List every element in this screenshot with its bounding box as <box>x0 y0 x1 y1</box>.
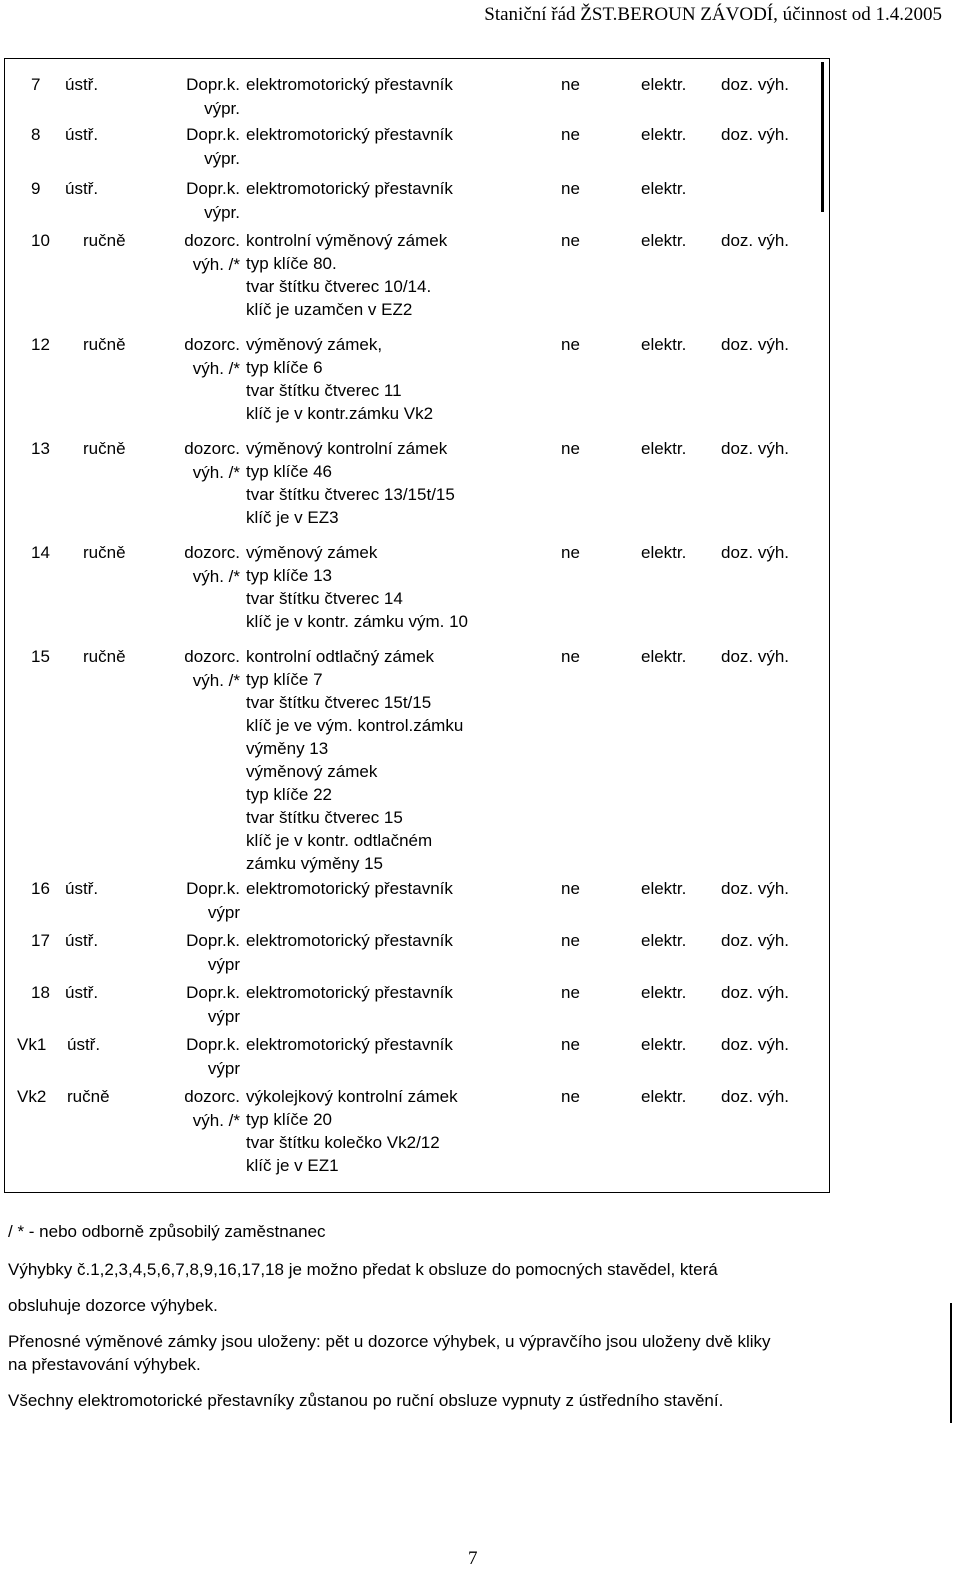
device-description: elektromotorický přestavník <box>246 931 453 950</box>
elektr-value: elektr. <box>641 1035 687 1054</box>
doz-vyh-value: doz. výh. <box>721 439 790 458</box>
operation-mode: ručně <box>83 439 126 458</box>
switch-number: 10 <box>31 231 50 250</box>
device-description: výkolejkový kontrolní zámek <box>246 1087 458 1106</box>
device-description: elektromotorický přestavník <box>246 179 453 198</box>
operator-text: Dopr.k. <box>186 983 240 1002</box>
operator-text: výh. /* <box>192 463 240 482</box>
switch-number: Vk1 <box>17 1035 47 1054</box>
operator-text: dozorc. <box>184 439 240 458</box>
device-description: klíč je ve vým. kontrol.zámku <box>246 716 464 735</box>
device-description: tvar štítku čtverec 15 <box>246 808 403 827</box>
operator-text: dozorc. <box>184 647 240 666</box>
switch-number: 12 <box>31 335 50 354</box>
ne-value: ne <box>561 1035 580 1054</box>
document-header: Staniční řád ŽST.BEROUN ZÁVODÍ, účinnost od 1.4.2005 <box>484 4 942 25</box>
device-description: typ klíče 13 <box>246 566 332 585</box>
ne-value: ne <box>561 75 580 94</box>
doz-vyh-value: doz. výh. <box>721 931 790 950</box>
device-description: zámku výměny 15 <box>246 854 383 873</box>
ne-value: ne <box>561 647 580 666</box>
operator-text: výh. /* <box>192 671 240 690</box>
device-description: tvar štítku čtverec 13/15t/15 <box>246 485 455 504</box>
operation-mode: ručně <box>83 647 126 666</box>
switch-table <box>4 58 830 1193</box>
elektr-value: elektr. <box>641 125 687 144</box>
ne-value: ne <box>561 439 580 458</box>
ne-value: ne <box>561 179 580 198</box>
operator-text: výpr <box>207 1059 240 1078</box>
elektr-value: elektr. <box>641 1087 687 1106</box>
operator-text: výh. /* <box>192 255 240 274</box>
operator-text: Dopr.k. <box>186 879 240 898</box>
operator-text: výpr <box>207 955 240 974</box>
ne-value: ne <box>561 1087 580 1106</box>
device-description: elektromotorický přestavník <box>246 125 453 144</box>
operator-text: Dopr.k. <box>186 125 240 144</box>
switch-number: 9 <box>31 179 41 198</box>
elektr-value: elektr. <box>641 879 687 898</box>
doz-vyh-value: doz. výh. <box>721 879 790 898</box>
device-description: tvar štítku čtverec 15t/15 <box>246 693 432 712</box>
device-description: klíč je v kontr. odtlačném <box>246 831 433 850</box>
operator-text: Dopr.k. <box>186 75 240 94</box>
operation-mode: ručně <box>83 231 126 250</box>
device-description: tvar štítku čtverec 10/14. <box>246 277 432 296</box>
elektr-value: elektr. <box>641 983 687 1002</box>
operation-mode: ručně <box>83 543 126 562</box>
operation-mode: ústř. <box>65 983 99 1002</box>
switch-number: 8 <box>31 125 41 144</box>
operator-text: Dopr.k. <box>186 1035 240 1054</box>
doz-vyh-value: doz. výh. <box>721 335 790 354</box>
device-description: klíč je uzamčen v EZ2 <box>246 300 413 319</box>
device-description: typ klíče 80. <box>246 254 337 273</box>
operation-mode: ústř. <box>65 179 99 198</box>
note-motors: Všechny elektromotorické přestavníky zůstanou po ruční obsluze vypnuty z ústředního stavění. <box>8 1391 724 1410</box>
doz-vyh-value: doz. výh. <box>721 647 790 666</box>
switch-number: 18 <box>31 983 50 1002</box>
elektr-value: elektr. <box>641 231 687 250</box>
ne-value: ne <box>561 879 580 898</box>
device-description: výměnový zámek <box>246 762 378 781</box>
operator-text: výpr. <box>204 149 240 168</box>
switch-number: 16 <box>31 879 50 898</box>
operator-text: výh. /* <box>192 567 240 586</box>
device-description: klíč je v kontr. zámku vým. 10 <box>246 612 469 631</box>
doz-vyh-value: doz. výh. <box>721 543 790 562</box>
elektr-value: elektr. <box>641 75 687 94</box>
elektr-value: elektr. <box>641 439 687 458</box>
doz-vyh-value: doz. výh. <box>721 1035 790 1054</box>
operation-mode: ústř. <box>65 75 99 94</box>
device-description: kontrolní odtlačný zámek <box>246 647 435 666</box>
elektr-value: elektr. <box>641 335 687 354</box>
device-description: kontrolní výměnový zámek <box>246 231 448 250</box>
device-description: typ klíče 7 <box>246 670 323 689</box>
ne-value: ne <box>561 983 580 1002</box>
operator-text: výh. /* <box>192 1111 240 1130</box>
operation-mode: ústř. <box>65 931 99 950</box>
device-description: klíč je v EZ1 <box>246 1156 339 1175</box>
switch-number: 13 <box>31 439 50 458</box>
doz-vyh-value: doz. výh. <box>721 231 790 250</box>
doz-vyh-value: doz. výh. <box>721 983 790 1002</box>
switch-number: Vk2 <box>17 1087 47 1106</box>
device-description: typ klíče 46 <box>246 462 332 481</box>
note-switches: Výhybky č.1,2,3,4,5,6,7,8,9,16,17,18 je možno předat k obsluze do pomocných stavědel, která <box>8 1260 718 1279</box>
operator-text: dozorc. <box>184 231 240 250</box>
switch-number: 15 <box>31 647 50 666</box>
device-description: elektromotorický přestavník <box>246 879 453 898</box>
operator-text: dozorc. <box>184 1087 240 1106</box>
operator-text: výpr <box>207 903 240 922</box>
note-portable-locks: Přenosné výměnové zámky jsou uloženy: pět u dozorce výhybek, u výpravčího jsou uloženy dvě kliky <box>8 1332 771 1351</box>
switch-number: 17 <box>31 931 50 950</box>
operator-text: dozorc. <box>184 543 240 562</box>
operation-mode: ručně <box>67 1087 110 1106</box>
ne-value: ne <box>561 335 580 354</box>
operation-mode: ústř. <box>65 125 99 144</box>
operator-text: Dopr.k. <box>186 931 240 950</box>
ne-value: ne <box>561 125 580 144</box>
ne-value: ne <box>561 231 580 250</box>
device-description: elektromotorický přestavník <box>246 983 453 1002</box>
device-description: tvar štítku čtverec 11 <box>246 381 402 400</box>
operator-text: výpr. <box>204 99 240 118</box>
page-number: 7 <box>468 1548 478 1569</box>
doz-vyh-value: doz. výh. <box>721 125 790 144</box>
switch-number: 7 <box>31 75 41 94</box>
operator-text: dozorc. <box>184 335 240 354</box>
device-description: elektromotorický přestavník <box>246 75 453 94</box>
device-description: typ klíče 20 <box>246 1110 332 1129</box>
operator-text: Dopr.k. <box>186 179 240 198</box>
elektr-value: elektr. <box>641 543 687 562</box>
device-description: typ klíče 22 <box>246 785 332 804</box>
switch-number: 14 <box>31 543 50 562</box>
device-description: výměny 13 <box>246 739 329 758</box>
device-description: elektromotorický přestavník <box>246 1035 453 1054</box>
device-description: typ klíče 6 <box>246 358 323 377</box>
device-description: klíč je v kontr.zámku Vk2 <box>246 404 434 423</box>
device-description: tvar štítku čtverec 14 <box>246 589 403 608</box>
doz-vyh-value: doz. výh. <box>721 1087 790 1106</box>
ne-value: ne <box>561 543 580 562</box>
operator-text: výpr <box>207 1007 240 1026</box>
note-portable-locks-cont: na přestavování výhybek. <box>8 1355 201 1374</box>
operator-text: výh. /* <box>192 359 240 378</box>
note-switches-cont: obsluhuje dozorce výhybek. <box>8 1296 218 1315</box>
margin-bar <box>821 62 824 212</box>
device-description: výměnový zámek, <box>246 335 383 354</box>
ne-value: ne <box>561 931 580 950</box>
elektr-value: elektr. <box>641 647 687 666</box>
operation-mode: ústř. <box>67 1035 101 1054</box>
device-description: výměnový kontrolní zámek <box>246 439 448 458</box>
device-description: klíč je v EZ3 <box>246 508 339 527</box>
operation-mode: ručně <box>83 335 126 354</box>
device-description: výměnový zámek <box>246 543 378 562</box>
footnote: / * - nebo odborně způsobilý zaměstnanec <box>8 1222 326 1241</box>
doz-vyh-value: doz. výh. <box>721 75 790 94</box>
operator-text: výpr. <box>204 203 240 222</box>
revision-bar <box>950 1303 952 1423</box>
operation-mode: ústř. <box>65 879 99 898</box>
elektr-value: elektr. <box>641 179 687 198</box>
device-description: tvar štítku kolečko Vk2/12 <box>246 1133 440 1152</box>
elektr-value: elektr. <box>641 931 687 950</box>
